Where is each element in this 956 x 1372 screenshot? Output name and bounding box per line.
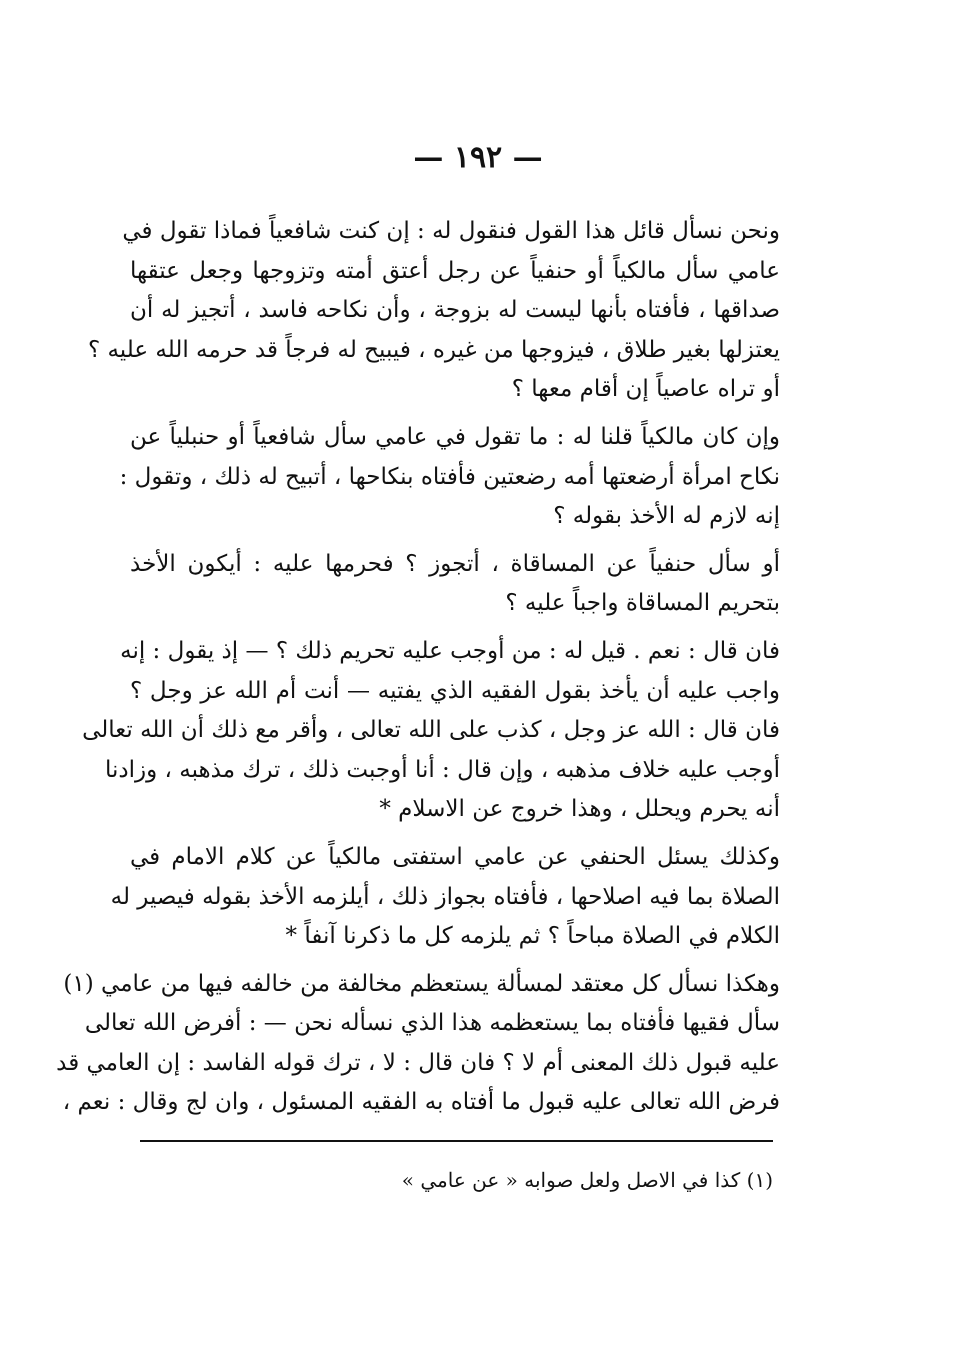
paragraph	[110, 838, 780, 957]
text-line: وإن كان مالكياً قلنا له : ما تقول في عامي سأل شافعياً أو حنبلياً عن	[130, 423, 780, 450]
footnote: (١) كذا في الاصل ولعل صوابه « عن عامي »	[401, 1168, 773, 1192]
text-line: وهكذا نسأل كل معتقد لمسألة يستعظم مخالفة من خالفه فيها من عامي (١)	[63, 970, 780, 997]
paragraph-gap	[130, 957, 780, 965]
footnote-divider	[140, 1140, 773, 1142]
text-line: صداقها ، فأفتاه بأنها ليست له بزوجة ، وأن نكاحه فاسد ، أتجيز له أن	[130, 297, 780, 324]
text-line: وكذلك يسئل الحنفي عن عامي استفتى مالكياً عن كلام الامام في	[130, 843, 780, 870]
text-line: واجب عليه أن يأخذ بقول الفقيه الذي يفتيه — أنت أم الله عز وجل ؟	[130, 677, 780, 704]
text-line: أنه يحرم ويحلل ، وهذا خروج عن الاسلام *	[379, 796, 780, 823]
text-line: عليه قبول ذلك المعنى أم لا ؟ فان قال : لا ، ترك قوله الفاسد : إن العامي قد	[56, 1049, 780, 1076]
text-line: نكاح امرأة أرضعتها أمه رضعتين فأفتاه بنكاحها ، أتبيح له ذلك ، وتقول :	[119, 463, 780, 490]
paragraph	[82, 632, 780, 830]
text-line: ونحن نسأل قائل هذا القول فنقول له : إن كنت شافعياً فماذا تقول في	[122, 218, 780, 244]
page-number: — ١٩٢ —	[413, 140, 543, 175]
main-text	[56, 212, 780, 1123]
text-line: عامي سأل مالكياً أو حنفياً عن رجل أعتق أمته وتزوجها وجعل عتقها	[130, 257, 780, 284]
paragraph	[130, 545, 780, 624]
paragraph	[87, 212, 780, 410]
paragraph-gap	[130, 537, 780, 545]
text-line: أوجب عليه خلاف مذهبه ، وإن قال : أنا أوجبت ذلك ، ترك مذهبه ، وزادنا	[104, 756, 780, 783]
text-line: بتحريم المساقاة واجباً عليه ؟	[505, 590, 780, 617]
text-line: أو تراه عاصياً إن أقام معها ؟	[511, 376, 780, 403]
text-line: فان قال : نعم . قيل له : من أوجب عليه تحريم ذلك ؟ — إذ يقول : إنه	[120, 637, 780, 664]
text-line: سأل فقيها فأفتاه بما يستعظمه هذا الذي نسأله نحن — : أفرض الله تعالى	[84, 1010, 780, 1037]
text-line: أو سأل حنفياً عن المساقاة ، أتجوز ؟ فحرمها عليه : أيكون الأخذ	[130, 550, 780, 577]
text-line: الكلام في الصلاة مباحاً ؟ ثم يلزمه كل ما ذكرنا آنفاً *	[285, 923, 780, 950]
text-line: فرض الله تعالى عليه قبول ما أفتاه به الفقيه المسئول ، وان لج وقال : نعم ،	[62, 1089, 780, 1116]
text-line: يعتزلها بغير طلاق ، فيزوجها من غيره ، فيبيح له فرجاً قد حرمه الله عليه ؟	[87, 336, 780, 363]
text-line: الصلاة بما فيه اصلاحها ، فأفتاه بجواز ذلك ، أيلزمه الأخذ بقوله فيصير له	[110, 883, 780, 910]
text-line: فان قال : الله عز وجل ، كذب على الله تعالى ، وأقر مع ذلك أن الله تعالى	[82, 717, 780, 744]
paragraph-gap	[130, 624, 780, 632]
paragraph-gap	[130, 830, 780, 838]
paragraph	[119, 418, 780, 537]
text-line: إنه لازم له الأخذ بقوله ؟	[553, 503, 780, 530]
paragraph	[56, 965, 780, 1123]
paragraph-gap	[130, 410, 780, 418]
